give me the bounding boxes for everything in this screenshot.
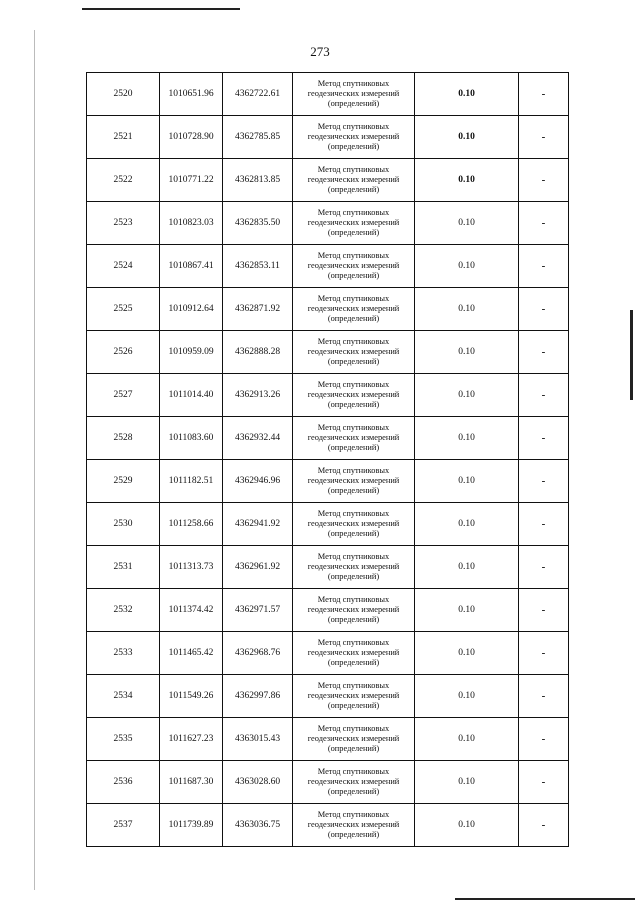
- y-coordinate-cell: 4362888.28: [223, 331, 293, 374]
- note-cell: -: [519, 675, 569, 718]
- table-row: [87, 546, 569, 589]
- y-coordinate-cell: 4362968.76: [223, 632, 293, 675]
- point-id-cell: 2530: [87, 503, 160, 546]
- x-coordinate-cell: 1010823.03: [160, 202, 223, 245]
- table-row: [87, 503, 569, 546]
- accuracy-cell: 0.10: [415, 761, 519, 804]
- x-coordinate-cell: 1011014.40: [160, 374, 223, 417]
- table-row: [87, 718, 569, 761]
- note-cell: -: [519, 460, 569, 503]
- accuracy-cell: 0.10: [415, 374, 519, 417]
- table-body: [87, 73, 569, 847]
- table-row: [87, 761, 569, 804]
- point-id-cell: 2529: [87, 460, 160, 503]
- x-coordinate-cell: 1010959.09: [160, 331, 223, 374]
- method-cell: Метод спутниковых геодезических измерений (определений): [293, 503, 415, 546]
- note-cell: -: [519, 159, 569, 202]
- note-cell: -: [519, 288, 569, 331]
- method-cell: Метод спутниковых геодезических измерений (определений): [293, 460, 415, 503]
- point-id-cell: 2532: [87, 589, 160, 632]
- y-coordinate-cell: 4362997.86: [223, 675, 293, 718]
- table-row: [87, 460, 569, 503]
- x-coordinate-cell: 1011374.42: [160, 589, 223, 632]
- y-coordinate-cell: 4362961.92: [223, 546, 293, 589]
- table-row: [87, 159, 569, 202]
- method-cell: Метод спутниковых геодезических измерений (определений): [293, 675, 415, 718]
- point-id-cell: 2536: [87, 761, 160, 804]
- x-coordinate-cell: 1010867.41: [160, 245, 223, 288]
- table-row: [87, 245, 569, 288]
- table-row: [87, 417, 569, 460]
- method-cell: Метод спутниковых геодезических измерений (определений): [293, 632, 415, 675]
- table-row: [87, 116, 569, 159]
- y-coordinate-cell: 4363028.60: [223, 761, 293, 804]
- x-coordinate-cell: 1011083.60: [160, 417, 223, 460]
- note-cell: -: [519, 374, 569, 417]
- method-cell: Метод спутниковых геодезических измерений (определений): [293, 374, 415, 417]
- point-id-cell: 2523: [87, 202, 160, 245]
- table-row: [87, 632, 569, 675]
- page-number: 273: [310, 44, 330, 59]
- accuracy-cell: 0.10: [415, 417, 519, 460]
- y-coordinate-cell: 4363015.43: [223, 718, 293, 761]
- accuracy-cell: 0.10: [415, 546, 519, 589]
- y-coordinate-cell: 4363036.75: [223, 804, 293, 847]
- table-row: [87, 804, 569, 847]
- note-cell: -: [519, 718, 569, 761]
- method-cell: Метод спутниковых геодезических измерений (определений): [293, 331, 415, 374]
- accuracy-cell: 0.10: [415, 116, 519, 159]
- point-id-cell: 2533: [87, 632, 160, 675]
- table-row: [87, 675, 569, 718]
- x-coordinate-cell: 1010771.22: [160, 159, 223, 202]
- point-id-cell: 2524: [87, 245, 160, 288]
- point-id-cell: 2521: [87, 116, 160, 159]
- method-cell: Метод спутниковых геодезических измерений (определений): [293, 804, 415, 847]
- accuracy-cell: 0.10: [415, 503, 519, 546]
- x-coordinate-cell: 1011465.42: [160, 632, 223, 675]
- accuracy-cell: 0.10: [415, 288, 519, 331]
- method-cell: Метод спутниковых геодезических измерений (определений): [293, 116, 415, 159]
- coordinates-table: [86, 72, 569, 847]
- note-cell: -: [519, 331, 569, 374]
- x-coordinate-cell: 1011627.23: [160, 718, 223, 761]
- y-coordinate-cell: 4362946.96: [223, 460, 293, 503]
- accuracy-cell: 0.10: [415, 245, 519, 288]
- table-row: [87, 374, 569, 417]
- y-coordinate-cell: 4362813.85: [223, 159, 293, 202]
- y-coordinate-cell: 4362785.85: [223, 116, 293, 159]
- table-row: [87, 73, 569, 116]
- point-id-cell: 2526: [87, 331, 160, 374]
- point-id-cell: 2520: [87, 73, 160, 116]
- method-cell: Метод спутниковых геодезических измерений (определений): [293, 159, 415, 202]
- scan-top-line: [82, 8, 240, 10]
- x-coordinate-cell: 1011182.51: [160, 460, 223, 503]
- method-cell: Метод спутниковых геодезических измерений (определений): [293, 245, 415, 288]
- method-cell: Метод спутниковых геодезических измерений (определений): [293, 417, 415, 460]
- method-cell: Метод спутниковых геодезических измерений (определений): [293, 546, 415, 589]
- y-coordinate-cell: 4362835.50: [223, 202, 293, 245]
- method-cell: Метод спутниковых геодезических измерений (определений): [293, 288, 415, 331]
- x-coordinate-cell: 1011739.89: [160, 804, 223, 847]
- y-coordinate-cell: 4362871.92: [223, 288, 293, 331]
- accuracy-cell: 0.10: [415, 159, 519, 202]
- x-coordinate-cell: 1011258.66: [160, 503, 223, 546]
- y-coordinate-cell: 4362971.57: [223, 589, 293, 632]
- note-cell: -: [519, 804, 569, 847]
- accuracy-cell: 0.10: [415, 202, 519, 245]
- accuracy-cell: 0.10: [415, 804, 519, 847]
- method-cell: Метод спутниковых геодезических измерений (определений): [293, 589, 415, 632]
- accuracy-cell: 0.10: [415, 331, 519, 374]
- y-coordinate-cell: 4362853.11: [223, 245, 293, 288]
- table-row: [87, 202, 569, 245]
- accuracy-cell: 0.10: [415, 632, 519, 675]
- note-cell: -: [519, 761, 569, 804]
- accuracy-cell: 0.10: [415, 675, 519, 718]
- accuracy-cell: 0.10: [415, 589, 519, 632]
- method-cell: Метод спутниковых геодезических измерений (определений): [293, 761, 415, 804]
- y-coordinate-cell: 4362722.61: [223, 73, 293, 116]
- accuracy-cell: 0.10: [415, 718, 519, 761]
- x-coordinate-cell: 1011313.73: [160, 546, 223, 589]
- point-id-cell: 2525: [87, 288, 160, 331]
- method-cell: Метод спутниковых геодезических измерений (определений): [293, 73, 415, 116]
- note-cell: -: [519, 116, 569, 159]
- x-coordinate-cell: 1011549.26: [160, 675, 223, 718]
- method-cell: Метод спутниковых геодезических измерений (определений): [293, 718, 415, 761]
- table-row: [87, 589, 569, 632]
- note-cell: -: [519, 589, 569, 632]
- note-cell: -: [519, 417, 569, 460]
- x-coordinate-cell: 1010651.96: [160, 73, 223, 116]
- table-row: [87, 288, 569, 331]
- y-coordinate-cell: 4362913.26: [223, 374, 293, 417]
- point-id-cell: 2528: [87, 417, 160, 460]
- accuracy-cell: 0.10: [415, 73, 519, 116]
- point-id-cell: 2531: [87, 546, 160, 589]
- table-row: [87, 331, 569, 374]
- point-id-cell: 2522: [87, 159, 160, 202]
- point-id-cell: 2537: [87, 804, 160, 847]
- x-coordinate-cell: 1010912.64: [160, 288, 223, 331]
- scan-left-edge: [34, 30, 35, 890]
- accuracy-cell: 0.10: [415, 460, 519, 503]
- point-id-cell: 2527: [87, 374, 160, 417]
- y-coordinate-cell: 4362932.44: [223, 417, 293, 460]
- scan-right-mark: [630, 310, 633, 400]
- note-cell: -: [519, 73, 569, 116]
- x-coordinate-cell: 1010728.90: [160, 116, 223, 159]
- note-cell: -: [519, 546, 569, 589]
- x-coordinate-cell: 1011687.30: [160, 761, 223, 804]
- point-id-cell: 2535: [87, 718, 160, 761]
- point-id-cell: 2534: [87, 675, 160, 718]
- method-cell: Метод спутниковых геодезических измерений (определений): [293, 202, 415, 245]
- note-cell: -: [519, 245, 569, 288]
- note-cell: -: [519, 503, 569, 546]
- y-coordinate-cell: 4362941.92: [223, 503, 293, 546]
- note-cell: -: [519, 632, 569, 675]
- scan-bottom-line: [455, 898, 635, 900]
- note-cell: -: [519, 202, 569, 245]
